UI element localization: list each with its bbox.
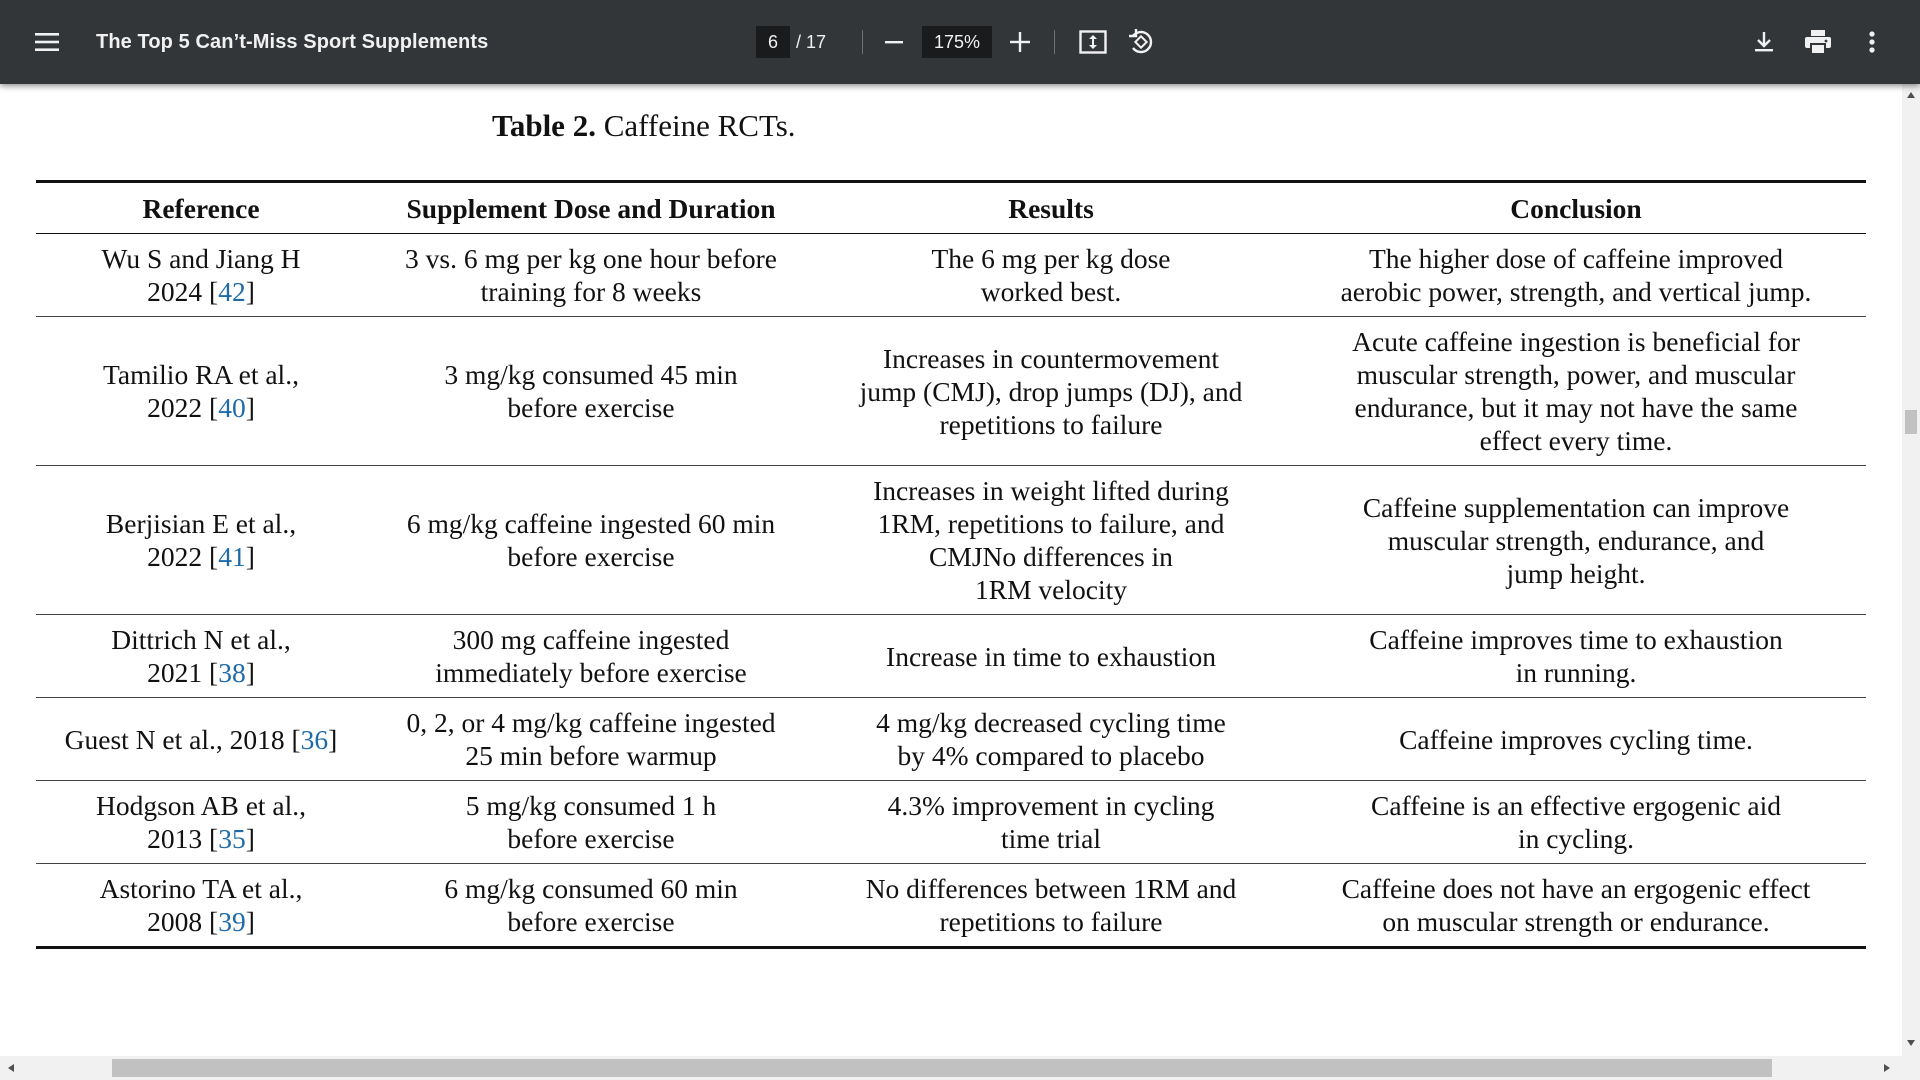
menu-icon[interactable] [28,22,68,62]
dose-cell-line: 300 mg caffeine ingested [452,624,730,655]
column-header: Results [816,182,1286,234]
reference-text: Wu S and Jiang H [101,243,301,274]
scroll-up-arrow-icon[interactable] [1902,86,1920,104]
table-row [36,317,1866,466]
conclusion-cell-line: effect every time. [1479,425,1673,456]
results-cell-line: jump (CMJ), drop jumps (DJ), and [859,375,1243,407]
conclusion-cell-line: endurance, but it may not have the same [1354,392,1798,423]
results-cell-line: 1RM, repetitions to failure, and [877,508,1225,539]
reference-text: 2008 [ [147,906,219,937]
scroll-down-arrow-icon[interactable] [1902,1034,1920,1052]
caffeine-rct-table [36,180,1866,949]
citation-bracket: ] [328,723,338,755]
dose-cell [366,781,816,864]
results-cell [816,698,1286,781]
column-header: Conclusion [1286,182,1866,234]
citation-bracket: ] [245,541,255,572]
results-cell-line: No differences between 1RM and [865,873,1237,904]
reference-cell [36,864,366,948]
reference-text: 2022 [ [147,392,219,423]
vertical-scrollbar[interactable] [1902,84,1920,1056]
conclusion-cell-line: Acute caffeine ingestion is beneficial for [1352,326,1800,357]
results-cell-line: time trial [1000,823,1102,854]
results-cell [816,317,1286,466]
results-cell [816,864,1286,948]
document-title: The Top 5 Can’t-Miss Sport Supplements [96,31,489,53]
caption-label: Table 2. [492,108,596,143]
results-cell-line: by 4% compared to placebo [897,740,1205,771]
dose-cell-line: 0, 2, or 4 mg/kg caffeine ingested [406,707,776,738]
dose-cell-line: 25 min before warmup [465,740,717,771]
reference-text: Astorino TA et al., [99,873,303,904]
dose-cell-line: before exercise [507,823,675,854]
citation-bracket: ] [245,392,255,423]
citation-bracket: ] [245,276,255,307]
conclusion-cell [1286,234,1866,317]
results-cell [816,234,1286,317]
conclusion-cell-line: Caffeine does not have an ergogenic effect [1341,873,1811,904]
reference-cell [36,615,366,698]
reference-cell [36,317,366,466]
table-row [36,864,1866,948]
print-icon[interactable] [1798,22,1838,62]
conclusion-cell-line: Caffeine improves time to exhaustion [1369,624,1783,655]
reference-cell [36,781,366,864]
toolbar-divider [1054,30,1055,54]
conclusion-cell-line: The higher dose of caffeine improved [1368,243,1784,274]
conclusion-cell [1286,698,1866,781]
results-cell-line: repetitions to failure [939,906,1163,937]
dose-cell-line: 6 mg/kg consumed 60 min [444,873,738,904]
results-cell-line: Increase in time to exhaustion [886,640,1216,672]
results-cell-line: 4.3% improvement in cycling [887,790,1215,821]
column-header: Reference [36,182,366,234]
results-cell-line: Increases in countermovement [883,342,1219,374]
results-cell [816,466,1286,615]
conclusion-cell [1286,781,1866,864]
conclusion-cell-line: aerobic power, strength, and vertical jump. [1340,276,1812,307]
toolbar-divider [862,30,863,54]
citation-link[interactable]: 36 [300,723,329,755]
dose-cell-line: 3 vs. 6 mg per kg one hour before [405,243,777,274]
reference-cell [36,698,366,781]
table-header-row [36,182,1866,234]
citation-bracket: ] [245,906,255,937]
reference-text: Guest N et al., 2018 [ [64,723,301,755]
reference-text: 2013 [ [147,823,219,854]
dose-cell-line: before exercise [507,541,675,572]
scrollbar-corner [1902,1056,1920,1080]
citation-link[interactable]: 35 [218,823,246,854]
dose-cell [366,317,816,466]
results-cell-line: 4 mg/kg decreased cycling time [876,707,1226,738]
dose-cell-line: immediately before exercise [435,657,747,688]
citation-link[interactable]: 39 [218,906,246,937]
results-cell [816,615,1286,698]
more-options-icon[interactable] [1852,22,1892,62]
scroll-left-arrow-icon[interactable] [2,1059,20,1077]
results-cell-line: CMJNo differences in [929,541,1173,572]
conclusion-cell [1286,864,1866,948]
citation-link[interactable]: 40 [218,392,246,423]
conclusion-cell-line: in cycling. [1517,823,1635,854]
results-cell [816,781,1286,864]
table-body [36,234,1866,948]
reference-cell [36,466,366,615]
zoom-in-icon[interactable] [1000,22,1040,62]
conclusion-cell [1286,615,1866,698]
table-row [36,781,1866,864]
dose-cell-line: before exercise [507,392,675,423]
conclusion-cell-line: muscular strength, power, and muscular [1356,359,1796,390]
scroll-right-arrow-icon[interactable] [1878,1059,1896,1077]
table-row [36,615,1866,698]
dose-cell-line: before exercise [507,906,675,937]
results-cell-line: repetitions to failure [939,408,1163,440]
dose-cell [366,864,816,948]
table-row [36,234,1866,317]
horizontal-scrollbar[interactable] [0,1056,1902,1080]
page-total: / 17 [796,32,827,52]
results-cell-line: The 6 mg per kg dose [931,243,1171,274]
dose-cell-line: 3 mg/kg consumed 45 min [444,359,738,390]
reference-text: Dittrich N et al., [111,624,291,655]
table-row [36,466,1866,615]
results-cell-line: worked best. [980,276,1122,307]
reference-text: Berjisian E et al., [105,508,297,539]
conclusion-cell-line: Caffeine is an effective ergogenic aid [1370,790,1782,821]
citation-bracket: ] [245,823,255,854]
caption-text: Caffeine RCTs. [603,108,796,143]
table-row [36,698,1866,781]
conclusion-cell-line: on muscular strength or endurance. [1382,906,1770,937]
document-viewport [0,84,1902,1056]
dose-cell-line: 6 mg/kg caffeine ingested 60 min [406,508,776,539]
dose-cell [366,234,816,317]
dose-cell-line: 5 mg/kg consumed 1 h [465,790,717,821]
citation-link[interactable]: 41 [218,541,246,572]
zoom-out-icon[interactable] [874,22,914,62]
rotate-icon[interactable] [1121,22,1161,62]
reference-text: Tamilio RA et al., [103,359,299,390]
reference-text: 2024 [ [147,276,219,307]
zoom-level-input[interactable] [922,26,992,58]
conclusion-cell-line: jump height. [1506,557,1646,589]
reference-text: Hodgson AB et al., [95,790,307,821]
dose-cell [366,698,816,781]
conclusion-cell-line: Caffeine supplementation can improve [1362,491,1790,523]
conclusion-cell [1286,466,1866,615]
horizontal-scroll-thumb[interactable] [112,1059,1772,1077]
reference-text: 2022 [ [147,541,219,572]
results-cell-line: 1RM velocity [974,574,1127,605]
reference-text: 2021 [ [147,657,219,688]
citation-link[interactable]: 42 [218,276,246,307]
reference-cell [36,234,366,317]
table-caption [492,108,796,144]
conclusion-cell-line: Caffeine improves cycling time. [1399,723,1753,755]
citation-bracket: ] [245,657,255,688]
conclusion-cell-line: in running. [1515,657,1637,688]
download-icon[interactable] [1744,22,1784,62]
results-cell-line: Increases in weight lifted during [873,475,1229,506]
dose-cell [366,615,816,698]
conclusion-cell-line: muscular strength, endurance, and [1387,524,1765,556]
pdf-toolbar [0,0,1920,84]
vertical-scroll-thumb[interactable] [1905,410,1917,434]
column-header: Supplement Dose and Duration [366,182,816,234]
fit-page-icon[interactable] [1073,22,1113,62]
page-number-input[interactable] [756,26,790,58]
citation-link[interactable]: 38 [218,657,246,688]
conclusion-cell [1286,317,1866,466]
dose-cell-line: training for 8 weeks [480,276,702,307]
dose-cell [366,466,816,615]
